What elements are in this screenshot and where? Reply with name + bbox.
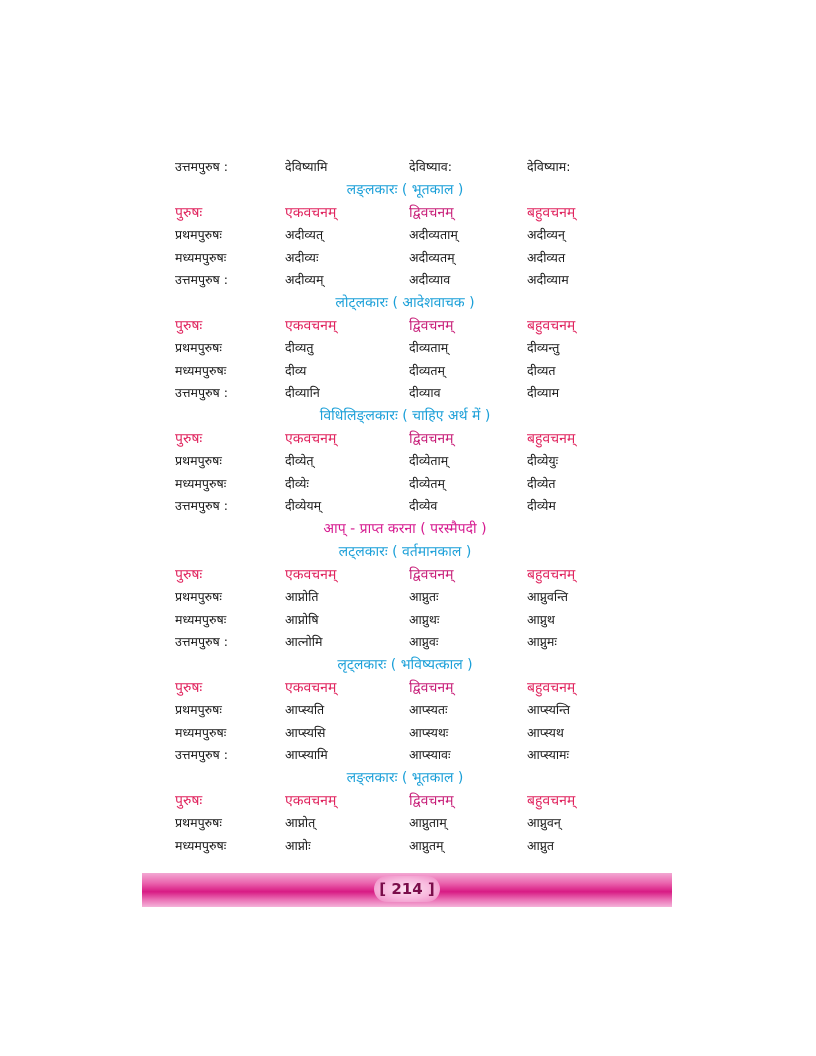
table-row — [175, 699, 615, 722]
ekavachan-cell: अदीव्यः — [285, 249, 319, 265]
header-purush: पुरुषः — [175, 430, 203, 447]
dvivachan-cell: दीव्येतम् — [409, 475, 446, 491]
ekavachan-cell: दीव्यानि — [285, 385, 320, 400]
table-row — [175, 495, 615, 518]
purush-label: मध्यमपुरुषः — [175, 724, 227, 740]
purush-label: मध्यमपुरुषः — [175, 837, 227, 853]
ekavachan-cell: देविष्यामि — [285, 159, 328, 174]
purush-label: प्रथमपुरुषः — [175, 227, 222, 242]
lakar-heading: लङ्लकारः ( भूतकाल ) — [346, 769, 464, 786]
purush-label: उत्तमपुरुष : — [175, 159, 228, 174]
dvivachan-cell: देविष्याव: — [409, 159, 452, 174]
page-number: [ 214 ] — [374, 876, 440, 902]
dvivachan-cell: आप्नुतम् — [409, 837, 444, 853]
bahuvachan-cell: आप्नुमः — [527, 634, 557, 649]
lakar-heading: विधिलिङ्लकारः ( चाहिए अर्थ में ) — [319, 407, 491, 424]
table-header-row — [175, 428, 615, 451]
dvivachan-cell: आप्नुथः — [409, 611, 440, 627]
bahuvachan-cell: आप्नुथ — [527, 611, 555, 627]
table-row — [175, 812, 615, 835]
table-row — [175, 224, 615, 247]
header-bahuvachan: बहुवचनम् — [527, 204, 576, 221]
purush-label: मध्यमपुरुषः — [175, 249, 227, 265]
table-row — [175, 247, 615, 270]
purush-label: उत्तमपुरुष : — [175, 747, 228, 762]
header-ekavachan: एकवचनम् — [285, 792, 337, 809]
ekavachan-cell: दीव्येः — [285, 475, 309, 491]
bahuvachan-cell: दीव्यत — [527, 362, 556, 378]
bahuvachan-cell: अदीव्यत — [527, 249, 566, 265]
dvivachan-cell: दीव्याव — [409, 385, 441, 400]
ekavachan-cell: दीव्य — [285, 362, 307, 378]
purush-label: उत्तमपुरुष : — [175, 385, 228, 400]
bahuvachan-cell: देविष्याम: — [527, 159, 571, 174]
dvivachan-cell: आप्स्यावः — [409, 747, 451, 762]
header-bahuvachan: बहुवचनम् — [527, 679, 576, 696]
table-header-row — [175, 202, 615, 225]
purush-label: प्रथमपुरुषः — [175, 815, 222, 830]
ekavachan-cell: अदीव्यत् — [285, 227, 324, 242]
bahuvachan-cell: दीव्यन्तु — [527, 340, 560, 355]
header-ekavachan: एकवचनम् — [285, 204, 337, 221]
bahuvachan-cell: दीव्येम — [527, 498, 556, 513]
header-dvivachan: द्विवचनम् — [409, 792, 454, 809]
table-row — [175, 586, 615, 609]
bahuvachan-cell: दीव्याम — [527, 385, 560, 400]
header-purush: पुरुषः — [175, 204, 203, 221]
lakar-heading: लृट्लकारः ( भविष्यत्काल ) — [337, 656, 473, 673]
header-ekavachan: एकवचनम् — [285, 566, 337, 583]
dvivachan-cell: आप्स्यथः — [409, 724, 449, 740]
bahuvachan-cell: दीव्येयुः — [527, 453, 559, 468]
table-row — [175, 722, 615, 745]
table-header-row — [175, 677, 615, 700]
table-row — [175, 631, 615, 654]
purush-label: मध्यमपुरुषः — [175, 362, 227, 378]
header-bahuvachan: बहुवचनम् — [527, 792, 576, 809]
table-row — [175, 473, 615, 496]
ekavachan-cell: दीव्यतु — [285, 340, 314, 355]
header-ekavachan: एकवचनम् — [285, 317, 337, 334]
dvivachan-cell: आप्नुताम् — [409, 815, 447, 830]
ekavachan-cell: आप्नोषि — [285, 611, 319, 627]
bahuvachan-cell: आप्नुवन्ति — [527, 589, 569, 604]
purush-label: मध्यमपुरुषः — [175, 475, 227, 491]
table-row — [175, 450, 615, 473]
root-heading: आप् - प्राप्त करना ( परस्मैपदी ) — [323, 520, 487, 537]
bahuvachan-cell: आप्नुवन् — [527, 815, 561, 830]
bahuvachan-cell: आप्नुत — [527, 837, 555, 853]
header-ekavachan: एकवचनम् — [285, 430, 337, 447]
purush-label: प्रथमपुरुषः — [175, 453, 222, 468]
dvivachan-cell: अदीव्यतम् — [409, 249, 455, 265]
bahuvachan-cell: अदीव्याम — [527, 272, 569, 287]
purush-label: प्रथमपुरुषः — [175, 589, 222, 604]
ekavachan-cell: आप्स्यामि — [285, 747, 328, 762]
bahuvachan-cell: आप्स्यामः — [527, 747, 570, 762]
ekavachan-cell: आप्नोति — [285, 589, 319, 604]
lakar-heading: लङ्लकारः ( भूतकाल ) — [346, 181, 464, 198]
lakar-heading: लोट्लकारः ( आदेशवाचक ) — [335, 294, 475, 311]
ekavachan-cell: दीव्येत् — [285, 453, 314, 468]
ekavachan-cell: आप्नोत् — [285, 815, 316, 830]
table-row — [175, 337, 615, 360]
bahuvachan-cell: आप्स्यथ — [527, 724, 564, 740]
header-bahuvachan: बहुवचनम् — [527, 566, 576, 583]
header-ekavachan: एकवचनम् — [285, 679, 337, 696]
ekavachan-cell: दीव्येयम् — [285, 498, 322, 513]
table-row — [175, 360, 615, 383]
dvivachan-cell: दीव्येव — [409, 498, 438, 513]
bahuvachan-cell: दीव्येत — [527, 475, 556, 491]
table-row — [175, 744, 615, 767]
bahuvachan-cell: अदीव्यन् — [527, 227, 565, 242]
dvivachan-cell: दीव्यतम् — [409, 362, 446, 378]
bahuvachan-cell: आप्स्यन्ति — [527, 702, 571, 717]
dvivachan-cell: दीव्येताम् — [409, 453, 449, 468]
dvivachan-cell: अदीव्याव — [409, 272, 451, 287]
table-header-row — [175, 315, 615, 338]
purush-label: मध्यमपुरुषः — [175, 611, 227, 627]
ekavachan-cell: आप्स्यति — [285, 702, 325, 717]
declension-content — [175, 154, 615, 857]
purush-label: उत्तमपुरुष : — [175, 634, 228, 649]
header-purush: पुरुषः — [175, 679, 203, 696]
table-row — [175, 382, 615, 405]
header-purush: पुरुषः — [175, 566, 203, 583]
header-dvivachan: द्विवचनम् — [409, 204, 454, 221]
dvivachan-cell: आप्नुतः — [409, 589, 439, 604]
dvivachan-cell: आप्नुवः — [409, 634, 439, 649]
ekavachan-cell: आप्नोः — [285, 837, 311, 853]
table-row — [175, 156, 615, 179]
header-dvivachan: द्विवचनम् — [409, 317, 454, 334]
header-dvivachan: द्विवचनम् — [409, 430, 454, 447]
purush-label: प्रथमपुरुषः — [175, 702, 222, 717]
dvivachan-cell: दीव्यताम् — [409, 340, 449, 355]
header-purush: पुरुषः — [175, 317, 203, 334]
purush-label: उत्तमपुरुष : — [175, 272, 228, 287]
table-row — [175, 269, 615, 292]
dvivachan-cell: आप्स्यतः — [409, 702, 448, 717]
table-header-row — [175, 564, 615, 587]
table-row — [175, 609, 615, 632]
table-row — [175, 835, 615, 858]
purush-label: प्रथमपुरुषः — [175, 340, 222, 355]
header-bahuvachan: बहुवचनम् — [527, 430, 576, 447]
header-dvivachan: द्विवचनम् — [409, 679, 454, 696]
dvivachan-cell: अदीव्यताम् — [409, 227, 458, 242]
lakar-heading: लट्लकारः ( वर्तमानकाल ) — [338, 543, 472, 560]
ekavachan-cell: अदीव्यम् — [285, 272, 324, 287]
purush-label: उत्तमपुरुष : — [175, 498, 228, 513]
header-dvivachan: द्विवचनम् — [409, 566, 454, 583]
header-bahuvachan: बहुवचनम् — [527, 317, 576, 334]
table-header-row — [175, 790, 615, 813]
header-purush: पुरुषः — [175, 792, 203, 809]
ekavachan-cell: आत्नोमि — [285, 634, 323, 649]
ekavachan-cell: आप्स्यसि — [285, 724, 326, 740]
